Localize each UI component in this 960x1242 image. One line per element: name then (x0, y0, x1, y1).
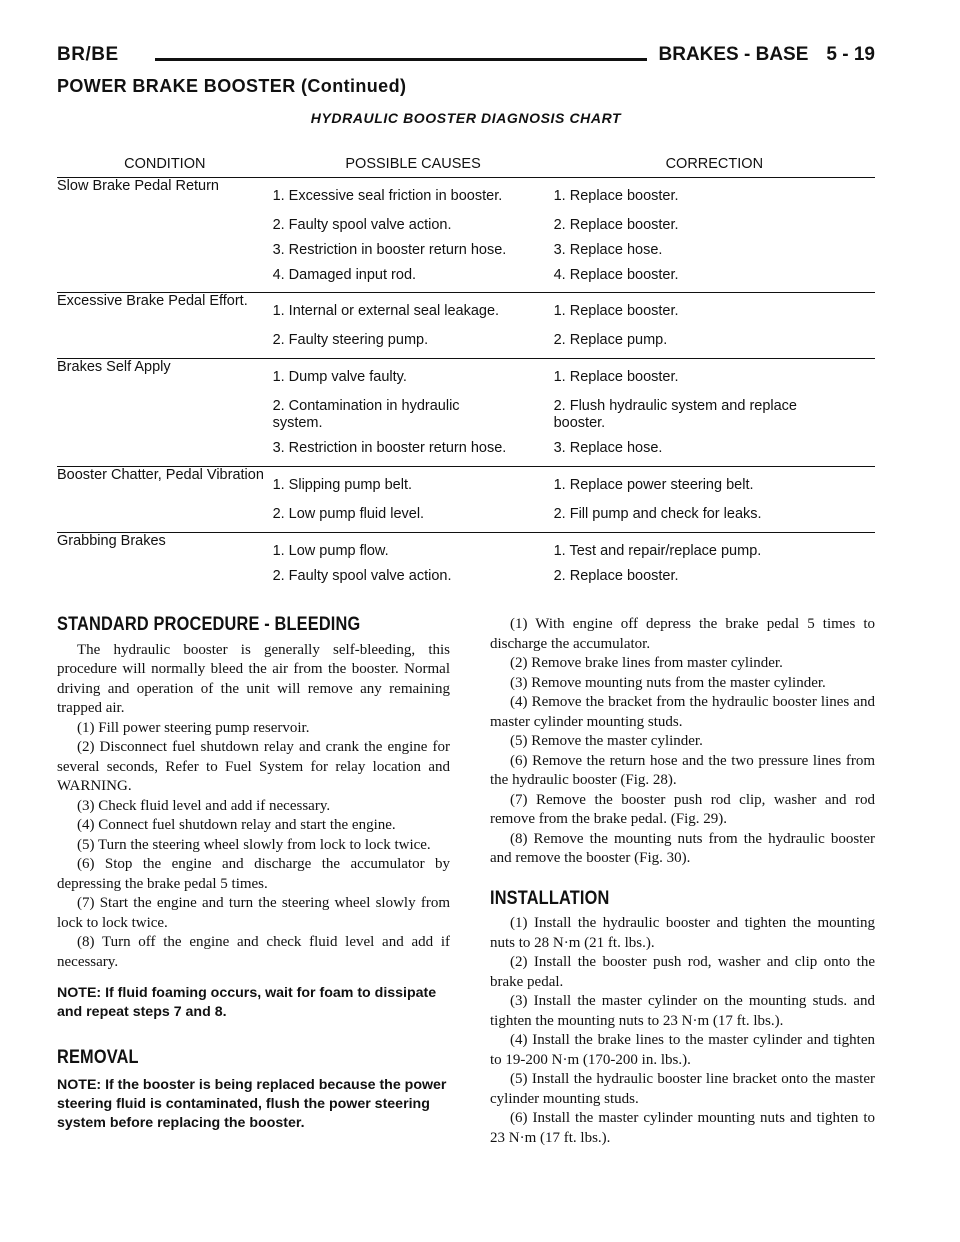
bleeding-intro: The hydraulic booster is generally self-bleeding, this procedure will normally bleed the air from the booster. Normal driving and operation of the unit will remove any remaining trapped air. (57, 641, 450, 716)
installation-step: (6) Install the master cylinder mounting nuts and tighten to 23 N·m (17 ft. lbs.). (490, 1110, 875, 1146)
continued-title: POWER BRAKE BOOSTER (Continued) (57, 76, 407, 96)
chart-title: HYDRAULIC BOOSTER DIAGNOSIS CHART (310, 110, 622, 126)
correction-item: 2. Replace booster. (553, 568, 679, 584)
table-row (57, 359, 875, 467)
diagnosis-table (57, 152, 875, 592)
correction-item: 1. Replace booster. (553, 369, 679, 385)
correction-item: 4. Replace booster. (553, 267, 679, 283)
condition-cell: Booster Chatter, Pedal Vibration (57, 467, 273, 533)
installation-heading: INSTALLATION (490, 887, 610, 909)
installation-step: (5) Install the hydraulic booster line bracket onto the master cylinder mounting studs. (490, 1071, 875, 1107)
bleeding-heading: STANDARD PROCEDURE - BLEEDING (57, 614, 361, 635)
condition-cell: Grabbing Brakes (57, 533, 166, 549)
correction-item: 3. Replace hose. (553, 242, 663, 258)
cause-item: 1. Slipping pump belt. (272, 477, 413, 493)
correction-cell (554, 178, 875, 293)
correction-item: 2. Replace pump. (553, 332, 668, 348)
page-header (57, 44, 875, 74)
header-causes: POSSIBLE CAUSES (273, 152, 554, 178)
header-correction: CORRECTION (554, 152, 875, 178)
correction-item: 1. Replace booster. (553, 303, 679, 319)
removal-step: (6) Remove the return hose and the two pressure lines from the hydraulic booster (Fig. 28). (490, 752, 875, 788)
header-rule (155, 58, 647, 61)
bleeding-step: (1) Fill power steering pump reservoir. (77, 719, 310, 736)
cause-item: 1. Excessive seal friction in booster. (272, 188, 503, 204)
removal-note: NOTE: If the booster is being replaced because the power steering fluid is contaminated, flush the power steering system before replacing the booster. (57, 1076, 447, 1131)
condition-cell: Slow Brake Pedal Return (57, 178, 273, 293)
removal-step: (4) Remove the bracket from the hydraulic booster lines and master cylinder mounting studs. (490, 694, 875, 730)
bleeding-step: (2) Disconnect fuel shutdown relay and crank the engine for several seconds, Refer to Fuel System for relay location and WARNING. (57, 739, 450, 794)
bleeding-step: (7) Start the engine and turn the steering wheel slowly from lock to lock twice. (57, 895, 450, 931)
condition-cell: Excessive Brake Pedal Effort. (57, 293, 273, 359)
cause-item: 1. Internal or external seal leakage. (272, 303, 500, 319)
causes-cell (273, 178, 554, 293)
cause-item: 3. Restriction in booster return hose. (272, 440, 507, 456)
removal-step: (5) Remove the master cylinder. (510, 733, 703, 749)
cause-item: 2. Low pump fluid level. (272, 506, 425, 522)
correction-cell (554, 533, 875, 593)
correction-cell (554, 359, 875, 467)
correction-item: 1. Test and repair/replace pump. (553, 543, 762, 559)
right-column (490, 615, 875, 1148)
removal-step: (1) With engine off depress the brake pedal 5 times to discharge the accumulator. (490, 616, 875, 652)
causes-cell (273, 293, 554, 359)
bleeding-step: (4) Connect fuel shutdown relay and start the engine. (77, 817, 396, 833)
causes-cell (273, 533, 554, 593)
table-row (57, 293, 875, 359)
removal-step: (7) Remove the booster push rod clip, washer and rod remove from the brake pedal. (Fig. 29). (490, 791, 875, 827)
correction-item: 1. Replace power steering belt. (553, 477, 754, 493)
header-condition: CONDITION (57, 152, 273, 178)
correction-item: 3. Replace hose. (553, 440, 663, 456)
bleeding-step: (6) Stop the engine and discharge the accumulator by depressing the brake pedal 5 times. (57, 856, 450, 892)
bleeding-note: NOTE: If fluid foaming occurs, wait for foam to dissipate and repeat steps 7 and 8. (57, 985, 437, 1020)
table-row (57, 533, 875, 593)
cause-item: 2. Faulty spool valve action. (272, 217, 452, 233)
bleeding-step: (3) Check fluid level and add if necessary. (77, 797, 331, 814)
correction-item: 2. Flush hydraulic system and replace booster. (553, 398, 798, 431)
table-row (57, 467, 875, 533)
installation-step: (2) Install the booster push rod, washer and clip onto the brake pedal. (490, 954, 875, 990)
removal-step: (8) Remove the mounting nuts from the hydraulic booster and remove the booster (Fig. 30). (490, 830, 875, 866)
cause-item: 2. Faulty steering pump. (272, 332, 429, 348)
cause-item: 1. Dump valve faulty. (272, 369, 407, 385)
condition-cell: Brakes Self Apply (57, 359, 273, 467)
installation-step: (3) Install the master cylinder on the mounting studs. and tighten the mounting nuts to 23 N·m (17 ft. lbs.). (490, 993, 875, 1029)
table-row (57, 178, 875, 293)
correction-item: 1. Replace booster. (553, 188, 679, 204)
page-number: 5 - 19 (826, 44, 875, 65)
table-header-row (57, 152, 875, 178)
cause-item: 4. Damaged input rod. (272, 267, 417, 283)
section-title: BRAKES - BASE (658, 44, 809, 65)
cause-item: 2. Faulty spool valve action. (272, 568, 452, 584)
manual-code: BR/BE (57, 44, 119, 65)
cause-item: 1. Low pump flow. (272, 543, 389, 559)
bleeding-step: (5) Turn the steering wheel slowly from lock to lock twice. (77, 836, 431, 853)
installation-step: (4) Install the brake lines to the master cylinder and tighten to 19-200 N·m (170-200 in. lbs.). (490, 1032, 875, 1068)
bleeding-step: (8) Turn off the engine and check fluid level and add if necessary. (57, 934, 450, 970)
header-right (659, 44, 876, 66)
left-column (57, 615, 450, 1133)
correction-cell (554, 467, 875, 533)
causes-cell (273, 359, 554, 467)
correction-item: 2. Fill pump and check for leaks. (553, 506, 762, 522)
removal-step: (3) Remove mounting nuts from the master cylinder. (510, 674, 826, 691)
removal-step: (2) Remove brake lines from master cylinder. (510, 655, 783, 671)
cause-item: 2. Contamination in hydraulic system. (272, 398, 460, 431)
causes-cell (273, 467, 554, 533)
correction-item: 2. Replace booster. (553, 217, 679, 233)
removal-heading: REMOVAL (57, 1047, 139, 1068)
installation-step: (1) Install the hydraulic booster and tighten the mounting nuts to 28 N·m (21 ft. lbs.). (490, 915, 875, 951)
cause-item: 3. Restriction in booster return hose. (272, 242, 507, 258)
correction-cell (554, 293, 875, 359)
